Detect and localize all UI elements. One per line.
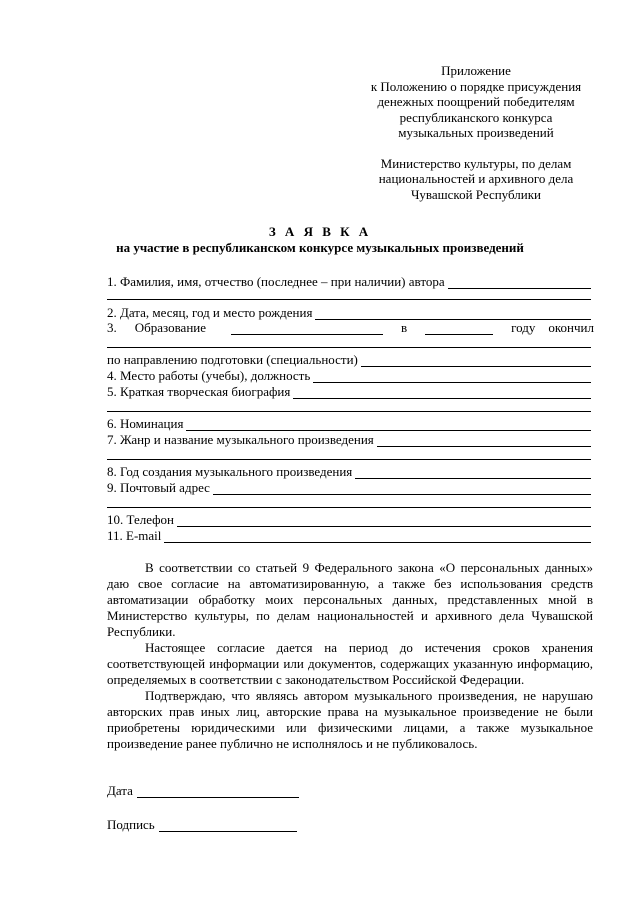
signature-label: Подпись [107, 817, 155, 832]
field-label: 6. Номинация [107, 416, 184, 431]
field-email[interactable] [107, 527, 591, 543]
fill-line[interactable] [186, 418, 591, 431]
title-main: З А Я В К А [268, 224, 372, 239]
field-genre-title[interactable] [107, 431, 591, 447]
blank-line[interactable] [107, 299, 591, 300]
field-label: Образование [134, 320, 207, 335]
field-label: по направлению подготовки (специальности) [107, 352, 358, 367]
confirmation-paragraph: Подтверждаю, что являясь автором музыкального произведения, не нарушаю авторских прав иных лиц, авторские права на музыкальное произведение не были приобретены юридическими или физическими лицами, а также музыкальное произведение ранее публично не исполнялось и не публиковалось. [107, 688, 593, 751]
addressee-line: Чувашской Республики [410, 186, 542, 202]
education-year-fill-line[interactable] [425, 322, 493, 335]
blank-line[interactable] [107, 459, 591, 460]
fill-line[interactable] [177, 514, 591, 527]
addressee-line: Министерство культуры, по делам [380, 155, 572, 171]
fill-line[interactable] [361, 354, 591, 367]
consent-paragraph: В соответствии со статьей 9 Федерального закона «О персональных данных» даю свое согласие на автоматизированную, а также без использования средств автоматизации обработку моих персональных данных, представленных мной в Министерство культуры, по делам национальностей и архивного дела Чувашской Республики. [107, 560, 593, 639]
date-label: Дата [107, 783, 133, 798]
field-phone[interactable] [107, 511, 591, 527]
fill-line[interactable] [355, 466, 591, 479]
education-end-label: окончил [548, 320, 594, 335]
education-fill-line[interactable] [231, 322, 383, 335]
field-postal-address[interactable] [107, 479, 591, 495]
field-education[interactable] [107, 319, 594, 335]
blank-line[interactable] [107, 507, 591, 508]
field-label: 2. Дата, месяц, год и место рождения [107, 305, 313, 320]
appendix-line: к Положению о порядке присуждения [370, 78, 582, 94]
education-year-label: году [511, 320, 536, 335]
field-author-name[interactable] [107, 273, 591, 289]
addressee-line: национальностей и архивного дела [378, 171, 574, 186]
field-specialty[interactable] [107, 351, 591, 367]
field-label: 7. Жанр и название музыкального произведения [107, 432, 374, 447]
appendix-header [352, 63, 600, 202]
field-label: 1. Фамилия, имя, отчество (последнее – при наличии) автора [107, 274, 445, 289]
field-label: 11. E-mail [107, 528, 162, 543]
appendix-line: Приложение [441, 63, 511, 78]
blank-line[interactable] [107, 411, 591, 412]
field-label: 5. Краткая творческая биография [107, 384, 291, 399]
fill-line[interactable] [293, 386, 591, 399]
fill-line[interactable] [164, 530, 591, 543]
document-title [0, 224, 640, 256]
field-biography[interactable] [107, 383, 591, 399]
education-in-label: в [401, 320, 408, 335]
field-number: 3. [107, 320, 117, 335]
field-creation-year[interactable] [107, 463, 591, 479]
date-field[interactable] [107, 784, 299, 798]
field-birth[interactable] [107, 304, 591, 320]
fill-line[interactable] [448, 276, 591, 289]
fill-line[interactable] [213, 482, 591, 495]
appendix-line: музыкальных произведений [398, 125, 554, 140]
appendix-line: республиканского конкурса [399, 109, 553, 125]
fill-line[interactable] [377, 434, 591, 447]
field-workplace[interactable] [107, 367, 591, 383]
date-fill-line[interactable] [137, 785, 299, 798]
signature-fill-line[interactable] [159, 819, 297, 832]
field-nomination[interactable] [107, 415, 591, 431]
field-label: 9. Почтовый адрес [107, 480, 210, 495]
field-label: 4. Место работы (учебы), должность [107, 368, 311, 383]
field-label: 10. Телефон [107, 512, 175, 527]
signature-field[interactable] [107, 818, 297, 832]
blank-line[interactable] [107, 347, 591, 348]
field-label: 8. Год создания музыкального произведения [107, 464, 353, 479]
consent-paragraph: Настоящее согласие дается на период до истечения сроков хранения соответствующей информации или документов, содержащих указанную информацию, определяемых в соответствии с законодательством Российской Федерации. [107, 640, 593, 687]
title-sub: на участие в республиканском конкурсе музыкальных произведений [116, 240, 524, 255]
appendix-line: денежных поощрений победителям [377, 94, 575, 109]
fill-line[interactable] [313, 370, 591, 383]
